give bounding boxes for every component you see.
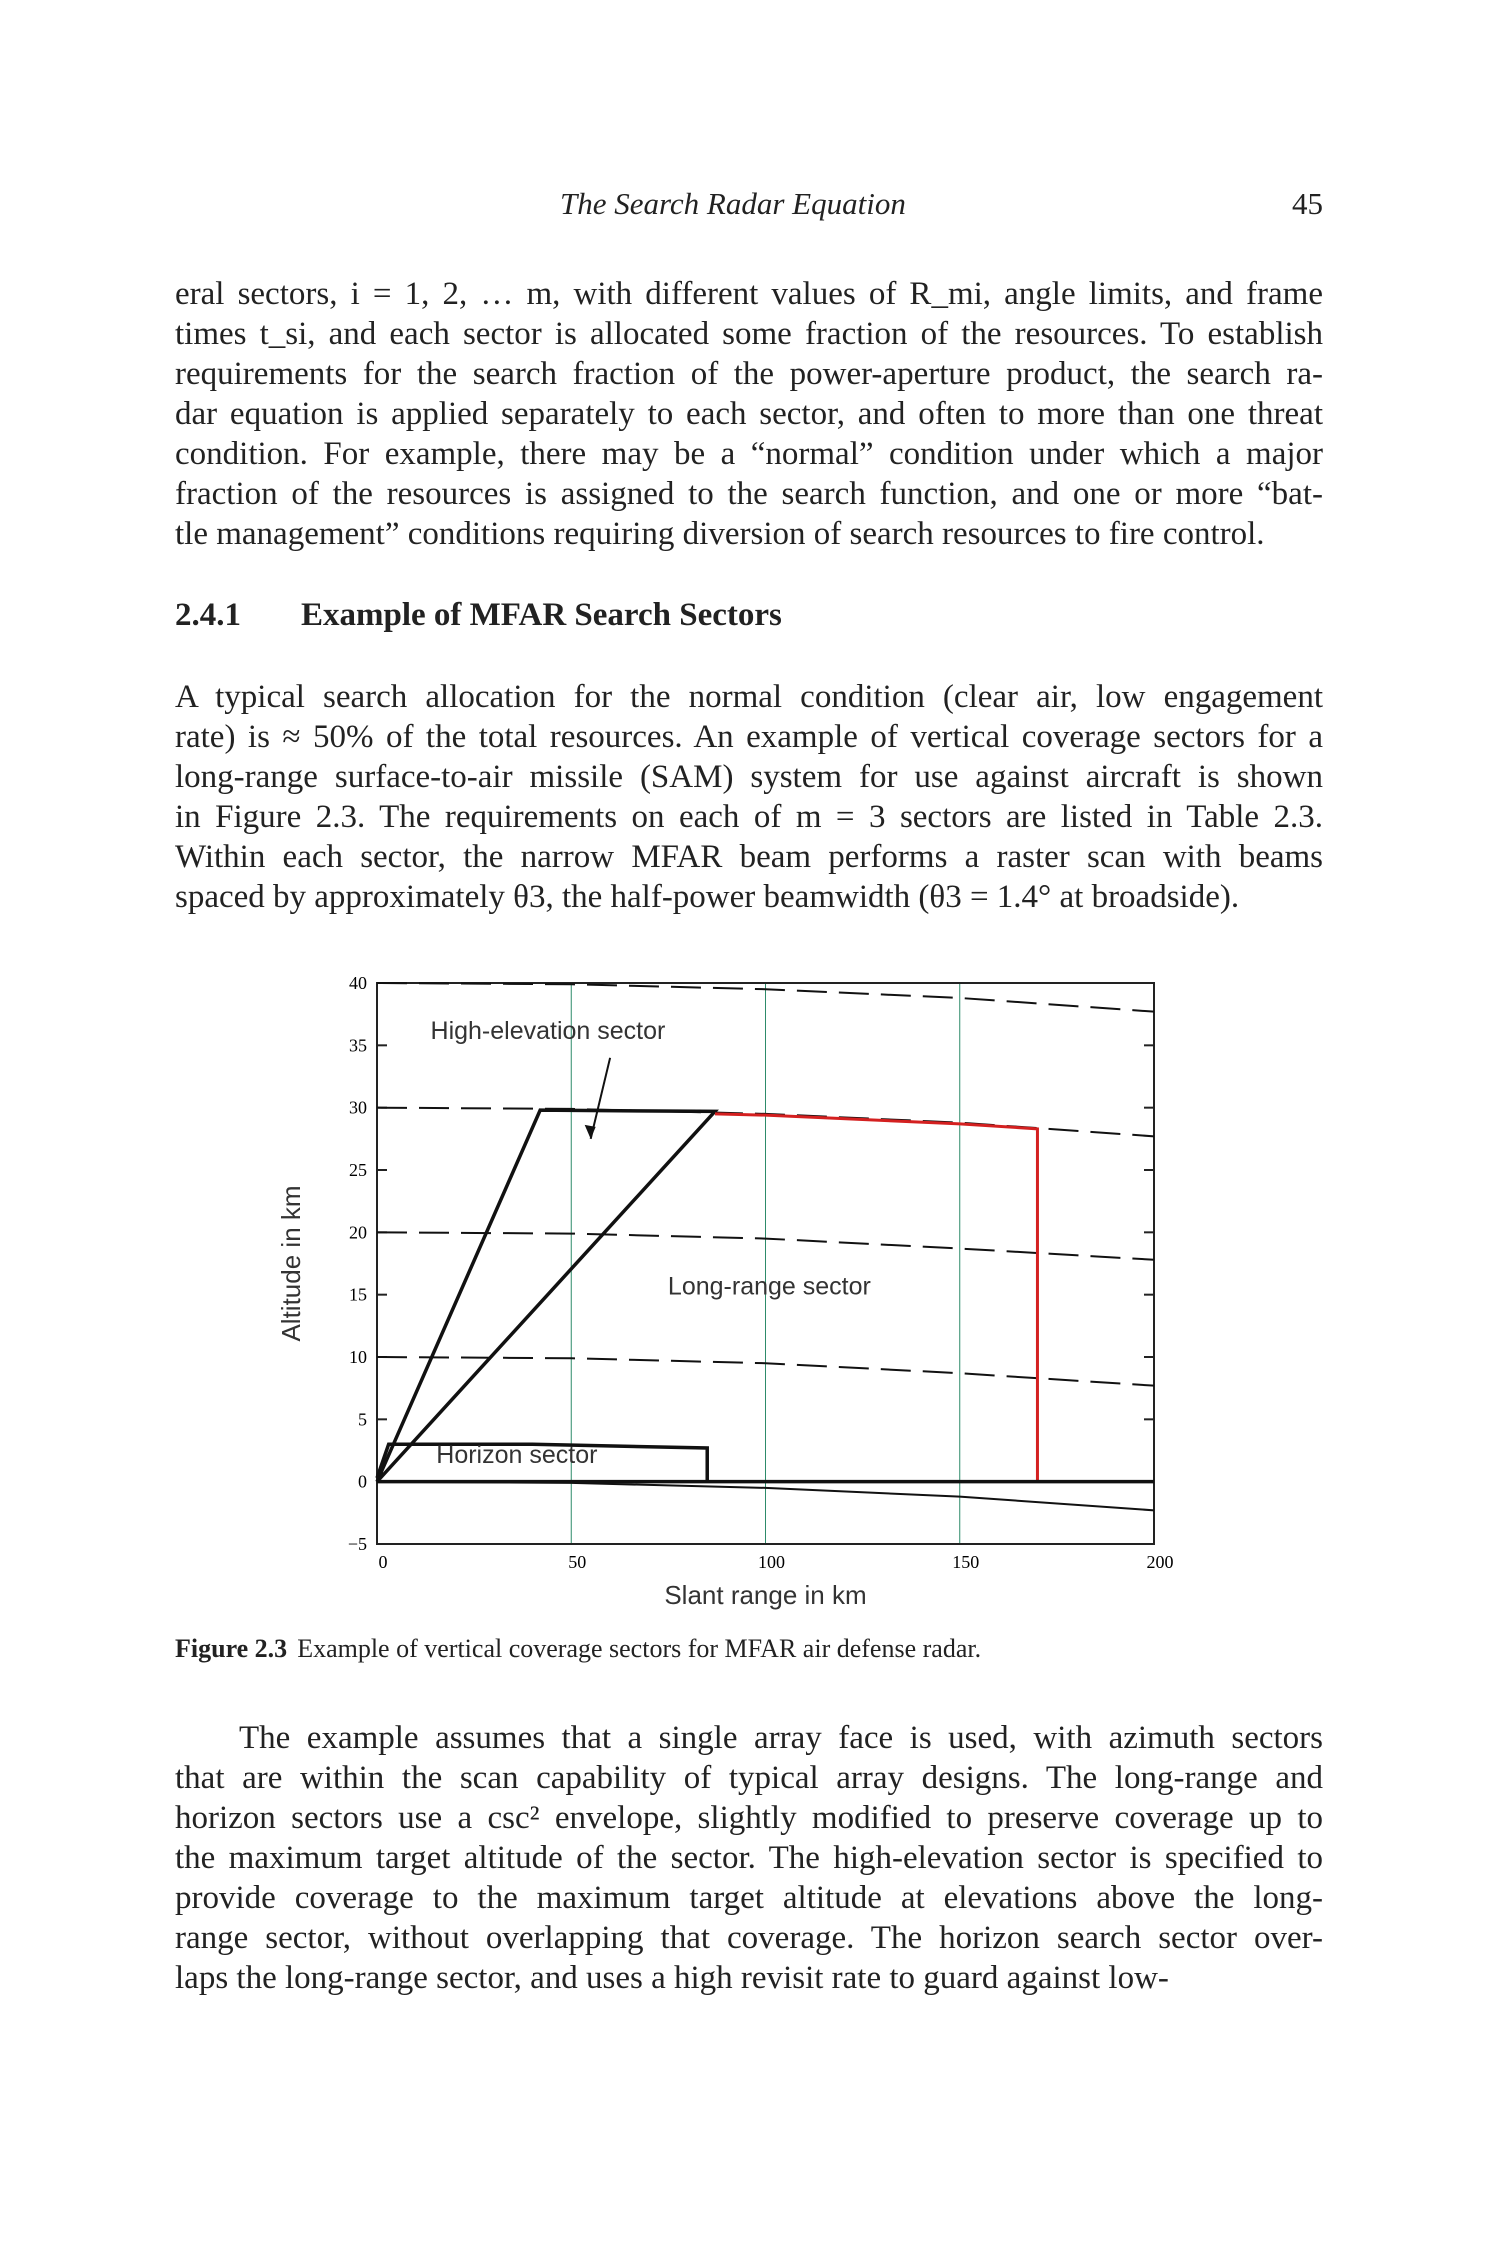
x-tick-label: 50 [568, 1552, 587, 1572]
section-title: Example of MFAR Search Sectors [301, 597, 782, 633]
y-tick-label: 20 [349, 1222, 367, 1243]
text-line: in Figure 2.3. The requirements on each of m = 3 sectors are listed in Table 2.3. [175, 799, 1323, 835]
annotation-label: Horizon sector [436, 1440, 598, 1469]
y-tick-label: 30 [349, 1097, 367, 1118]
text-line: requirements for the search fraction of the power-aperture product, the search ra- [175, 356, 1323, 392]
text-line: A typical search allocation for the normal condition (clear air, low engagement [175, 679, 1323, 715]
section-number: 2.4.1 [175, 597, 241, 633]
series-high-elevation-sector [377, 1110, 715, 1482]
text-line: the maximum target altitude of the sector. The high-elevation sector is specified to [175, 1840, 1323, 1876]
x-axis-label: Slant range in km [664, 1580, 867, 1610]
text-line: spaced by approximately θ3, the half-power beamwidth (θ3 = 1.4° at broadside). [175, 879, 1240, 915]
y-tick-label: 15 [349, 1284, 367, 1305]
paragraph-1 [175, 274, 1323, 554]
paragraph-2 [175, 677, 1323, 917]
text-line: that are within the scan capability of typical array designs. The long-range and [175, 1760, 1323, 1796]
text-line: tle management” conditions requiring diversion of search resources to fire control. [175, 516, 1265, 552]
y-tick-label: 35 [349, 1035, 367, 1056]
text-line: dar equation is applied separately to each sector, and often to more than one threat [175, 396, 1323, 432]
figure-chart [260, 960, 1220, 1620]
text-line: fraction of the resources is assigned to the search function, and one or more “bat- [175, 476, 1323, 512]
y-tick-label: 40 [349, 973, 367, 993]
text-line: range sector, without overlapping that coverage. The horizon search sector over- [175, 1920, 1323, 1956]
paragraph-3 [175, 1718, 1323, 1998]
figure-caption [175, 1634, 981, 1664]
text-line: provide coverage to the maximum target altitude at elevations above the long- [175, 1880, 1323, 1916]
y-axis-label: Altitude in km [276, 1185, 306, 1342]
x-tick-label: 100 [758, 1552, 785, 1572]
annotation-label: Long-range sector [667, 1272, 871, 1301]
y-tick-label: 5 [358, 1409, 367, 1430]
text-line: rate) is ≈ 50% of the total resources. An example of vertical coverage sectors for a [175, 719, 1323, 755]
arrow-head-icon [585, 1125, 596, 1139]
x-tick-label: 150 [952, 1552, 980, 1572]
caption-text: Example of vertical coverage sectors for MFAR air defense radar. [297, 1634, 982, 1663]
text-line: long-range surface-to-air missile (SAM) system for use against aircraft is shown [175, 759, 1323, 795]
text-line: horizon sectors use a csc² envelope, slightly modified to preserve coverage up to [175, 1800, 1323, 1836]
x-tick-label: 0 [378, 1552, 388, 1572]
y-tick-label: −5 [347, 1534, 367, 1554]
caption-label: Figure 2.3 [175, 1634, 288, 1663]
text-line: times t_si, and each sector is allocated some fraction of the resources. To establish [175, 316, 1323, 352]
text-line: The example assumes that a single array face is used, with azimuth sectors [239, 1720, 1323, 1756]
text-line: eral sectors, i = 1, 2, … m, with different values of R_mi, angle limits, and frame [175, 276, 1323, 312]
page-number: 45 [1292, 186, 1323, 221]
text-line: condition. For example, there may be a “normal” condition under which a major [175, 436, 1323, 472]
y-tick-label: 10 [349, 1347, 367, 1367]
y-tick-label: 25 [349, 1160, 367, 1180]
section-heading [175, 597, 782, 634]
x-tick-label: 200 [1146, 1552, 1174, 1572]
text-line: Within each sector, the narrow MFAR beam performs a raster scan with beams [175, 839, 1323, 875]
y-tick-label: 0 [358, 1471, 367, 1492]
running-header: The Search Radar Equation [560, 186, 906, 221]
annotation-label: High-elevation sector [430, 1017, 666, 1046]
text-line: laps the long-range sector, and uses a high revisit rate to guard against low- [175, 1960, 1169, 1996]
